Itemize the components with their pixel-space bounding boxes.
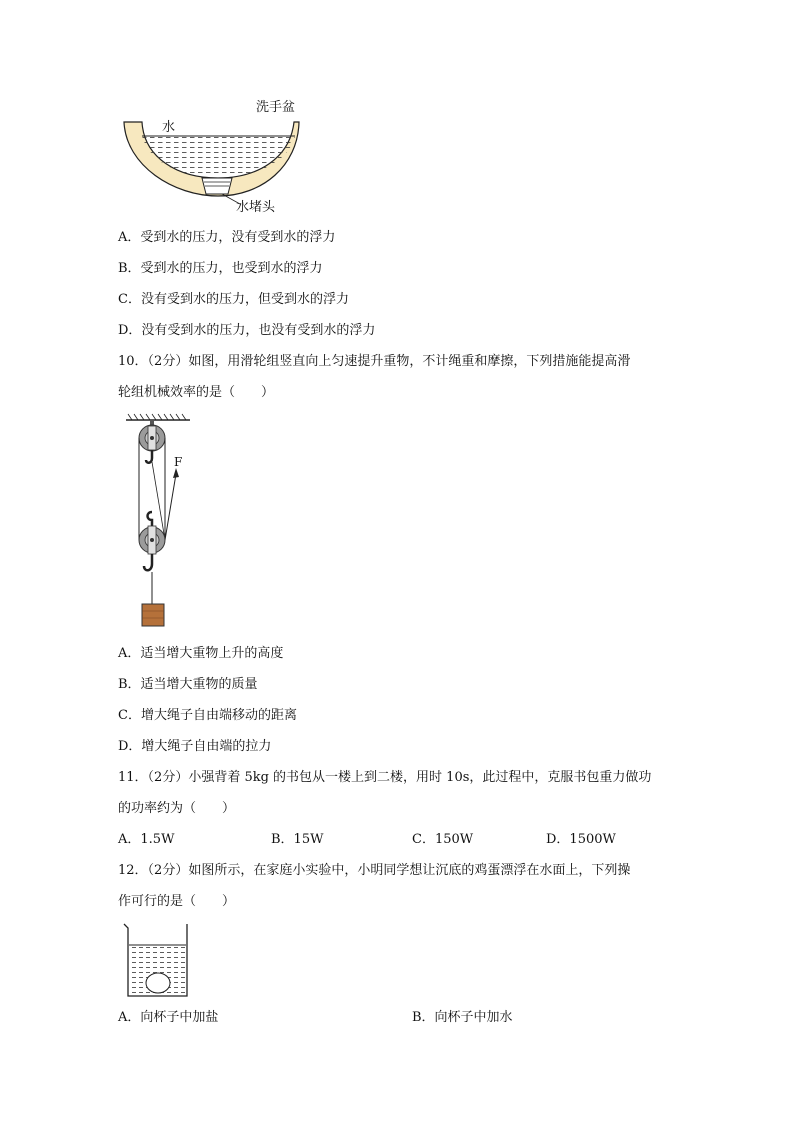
q9-option-b: B．受到水的压力，也受到水的浮力 bbox=[118, 261, 323, 276]
q12-stem-line2: 作可行的是（ ） bbox=[118, 894, 236, 909]
pulley-figure bbox=[118, 412, 208, 634]
plug-label: 水堵头 bbox=[236, 200, 276, 215]
q11-option-b: B．15W bbox=[271, 832, 324, 847]
q11-option-a: A．1.5W bbox=[118, 832, 175, 847]
load-crate bbox=[142, 604, 164, 626]
beaker-drawing bbox=[118, 920, 198, 1000]
q9-option-a: A．受到水的压力，没有受到水的浮力 bbox=[118, 230, 336, 245]
q12-option-a: A．向杯子中加盐 bbox=[118, 1010, 219, 1025]
q11-stem-line1: 11．（2分）小强背着 5kg 的书包从一楼上到二楼，用时 10s，此过程中，克服书包重力做功 bbox=[118, 770, 652, 785]
q12-option-b: B．向杯子中加水 bbox=[412, 1010, 513, 1025]
q10-option-c: C．增大绳子自由端移动的距离 bbox=[118, 708, 297, 723]
q10-option-a: A．适当增大重物上升的高度 bbox=[118, 646, 284, 661]
water-label: 水 bbox=[162, 120, 176, 135]
basin-figure bbox=[118, 100, 318, 220]
q9-option-c: C．没有受到水的压力，但受到水的浮力 bbox=[118, 292, 349, 307]
q10-option-d: D．增大绳子自由端的拉力 bbox=[118, 739, 272, 754]
q11-option-d: D．1500W bbox=[546, 832, 616, 847]
beaker-figure bbox=[118, 920, 198, 1000]
pulley-drawing bbox=[118, 412, 208, 634]
egg bbox=[146, 973, 170, 993]
force-label: F bbox=[174, 455, 183, 469]
basin-drawing bbox=[118, 100, 318, 220]
q11-stem-line2: 的功率约为（ ） bbox=[118, 801, 236, 816]
q12-stem-line1: 12．（2分）如图所示，在家庭小实验中，小明同学想让沉底的鸡蛋漂浮在水面上，下列操 bbox=[118, 863, 631, 878]
basin-label: 洗手盆 bbox=[256, 100, 296, 115]
q10-option-b: B．适当增大重物的质量 bbox=[118, 677, 258, 692]
q9-option-d: D．没有受到水的压力，也没有受到水的浮力 bbox=[118, 323, 376, 338]
q11-option-c: C．150W bbox=[412, 832, 474, 847]
q10-stem-line1: 10．（2分）如图，用滑轮组竖直向上匀速提升重物，不计绳重和摩擦，下列措施能提高滑 bbox=[118, 354, 631, 369]
q10-stem-line2: 轮组机械效率的是（ ） bbox=[118, 385, 275, 400]
